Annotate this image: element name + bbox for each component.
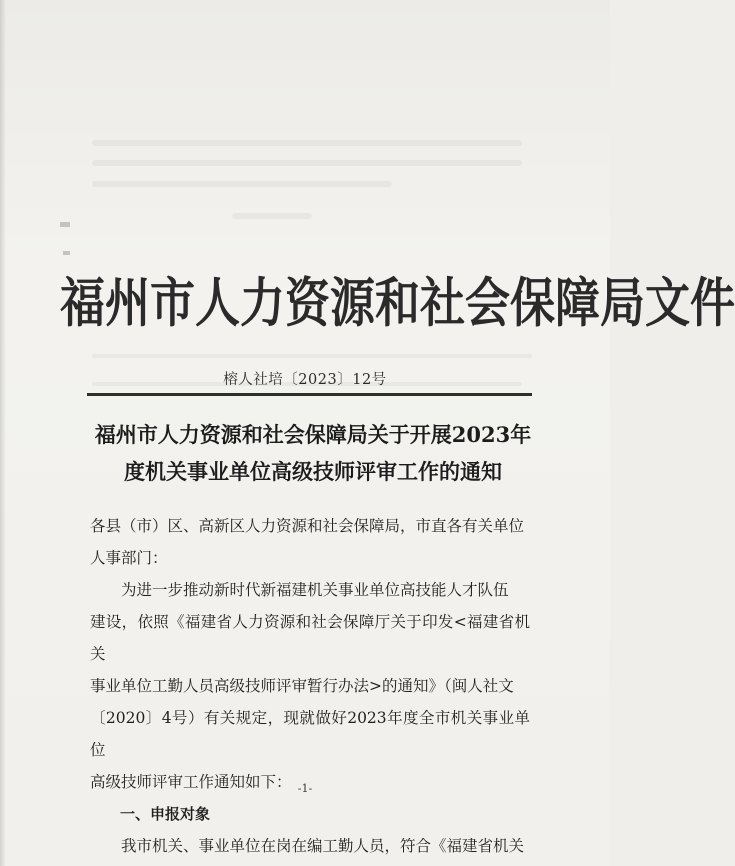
header-divider-rule: [87, 393, 532, 396]
body-paragraph-line: 为进一步推动新时代新福建机关事业单位高技能人才队伍: [121, 581, 509, 599]
scan-speck: [60, 222, 70, 227]
bleed-through-line: [232, 213, 312, 219]
addressee-line: 各县（市）区、高新区人力资源和社会保障局，市直各有关单位: [90, 517, 525, 535]
document-number: 榕人社培〔2023〕12号: [223, 372, 387, 388]
notice-title: [78, 416, 548, 490]
scan-speck: [63, 251, 70, 255]
bleed-through-line: [92, 354, 532, 358]
scan-edge-shadow: [0, 0, 6, 866]
body-paragraph-line: 我市机关、事业单位在岗在编工勤人员，符合《福建省机关: [121, 837, 525, 855]
agency-document-title: 福州市人力资源和社会保障局文件: [60, 271, 735, 335]
section-heading: 一、申报对象: [120, 805, 211, 823]
body-paragraph-line: 建设，依照《福建省人力资源和社会保障厅关于印发<福建省机关: [90, 613, 530, 663]
body-paragraph-line: 〔2020〕4号）有关规定，现就做好2023年度全市机关事业单位: [90, 709, 530, 759]
notice-title-line: 福州市人力资源和社会保障局关于开展2023年: [94, 422, 532, 447]
bleed-through-line: [92, 140, 522, 146]
addressee-line: 人事部门：: [90, 549, 168, 567]
bleed-through-line: [92, 160, 522, 166]
bleed-through-line: [92, 181, 392, 187]
document-body: [90, 510, 530, 862]
body-paragraph-line: 高级技师评审工作通知如下：: [90, 773, 292, 791]
body-paragraph-line: 事业单位工勤人员高级技师评审暂行办法>的通知》（闽人社文: [90, 677, 514, 695]
page-number: -1-: [297, 782, 313, 795]
notice-title-line: 度机关事业单位高级技师评审工作的通知: [124, 459, 502, 484]
